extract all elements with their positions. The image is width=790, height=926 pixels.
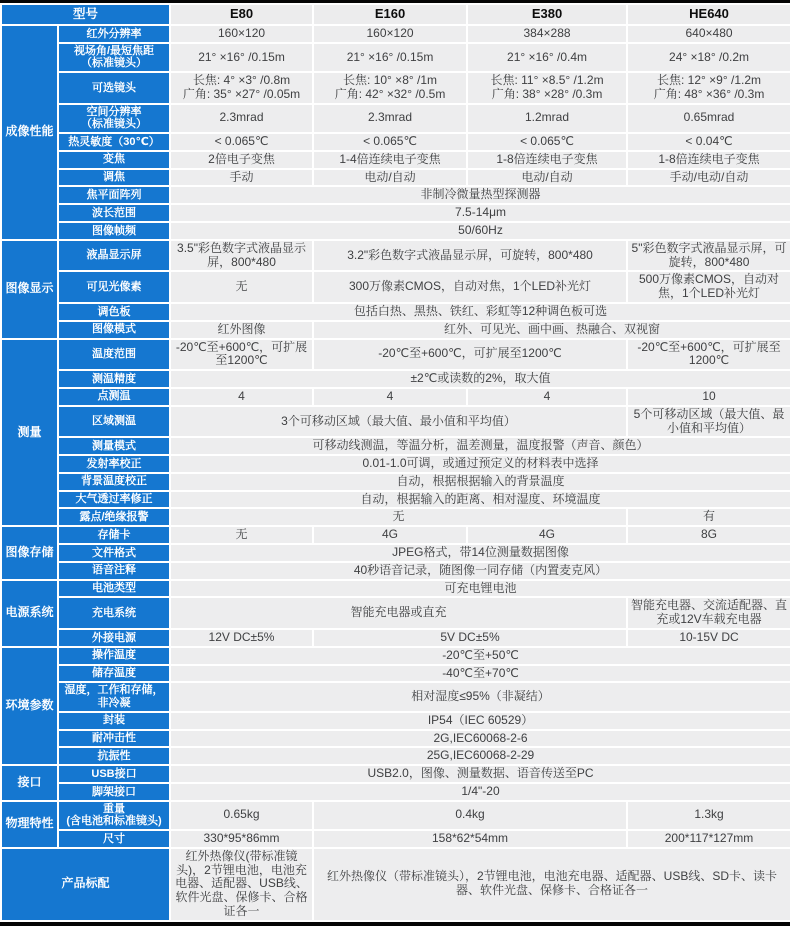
spec-value: 无 [170, 508, 627, 526]
spec-value: 无 [170, 271, 313, 303]
spec-row [1, 580, 790, 598]
row-label: 露点/绝缘报警 [58, 508, 170, 526]
row-label: 充电系统 [58, 597, 170, 629]
spec-row [1, 222, 790, 240]
row-label: 语音注释 [58, 562, 170, 580]
spec-value: 智能充电器、交流适配器、直充或12V车载充电器 [627, 597, 790, 629]
model-name-e80: E80 [170, 4, 313, 25]
spec-value: 1.3kg [627, 801, 790, 830]
spec-value: 长焦: 11° ×8.5° /1.2m 广角: 38° ×28° /0.3m [467, 72, 627, 104]
spec-value: 25G,IEC60068-2-29 [170, 747, 790, 765]
spec-value: 手动 [170, 169, 313, 187]
spec-value: < 0.065℃ [467, 133, 627, 151]
spec-value: 1-4倍连续电子变焦 [313, 151, 467, 169]
spec-row [1, 339, 790, 371]
group-label: 测量 [1, 339, 58, 527]
spec-value: 300万像素CMOS，自动对焦，1个LED补光灯 [313, 271, 627, 303]
row-label: 电池类型 [58, 580, 170, 598]
spec-row [1, 133, 790, 151]
row-label: 文件格式 [58, 544, 170, 562]
row-label: 重量 (含电池和标准镜头) [58, 801, 170, 830]
group-label: 产品标配 [1, 848, 170, 921]
spec-value: 1/4"-20 [170, 783, 790, 801]
spec-row [1, 104, 790, 133]
row-label: USB接口 [58, 765, 170, 783]
spec-value: 非制冷微量热型探测器 [170, 186, 790, 204]
spec-row [1, 151, 790, 169]
spec-row [1, 682, 790, 711]
row-label: 焦平面阵列 [58, 186, 170, 204]
spec-value: 3.5"彩色数字式液晶显示屏，800*480 [170, 240, 313, 272]
spec-value: 5V DC±5% [313, 629, 627, 647]
spec-value: 1.2mrad [467, 104, 627, 133]
spec-value: 相对湿度≤95%（非凝结） [170, 682, 790, 711]
spec-value: < 0.04℃ [627, 133, 790, 151]
spec-row [1, 388, 790, 406]
spec-row [1, 747, 790, 765]
spec-value: 2.3mrad [313, 104, 467, 133]
row-label: 图像帧频 [58, 222, 170, 240]
spec-value: 电动/自动 [313, 169, 467, 187]
spec-row [1, 830, 790, 848]
group-label: 接口 [1, 765, 58, 801]
spec-row [1, 508, 790, 526]
spec-value: 红外热像仪（带标准镜头），2节锂电池，电池充电器、适配器、USB线、SD卡、读卡器、软件光盘、保修卡、合格证各一 [313, 848, 790, 921]
spec-row [1, 801, 790, 830]
spec-value: 长焦: 10° ×8° /1m 广角: 42° ×32° /0.5m [313, 72, 467, 104]
spec-value: -40℃至+70℃ [170, 665, 790, 683]
spec-row [1, 240, 790, 272]
spec-value: 3.2"彩色数字式液晶显示屏，可旋转，800*480 [313, 240, 627, 272]
spec-table [0, 3, 790, 922]
row-label: 可见光像素 [58, 271, 170, 303]
spec-row [1, 783, 790, 801]
spec-value: 50/60Hz [170, 222, 790, 240]
group-label: 成像性能 [1, 25, 58, 240]
spec-row [1, 765, 790, 783]
spec-value: 0.01-1.0可调，或通过预定义的材料表中选择 [170, 455, 790, 473]
spec-value: 24° ×18° /0.2m [627, 43, 790, 72]
spec-row [1, 544, 790, 562]
spec-value: 4 [313, 388, 467, 406]
model-name-e160: E160 [313, 4, 467, 25]
spec-value: IP54（IEC 60529） [170, 712, 790, 730]
row-label: 红外分辨率 [58, 25, 170, 43]
spec-value: 3个可移动区域（最大值、最小值和平均值） [170, 406, 627, 438]
spec-row [1, 473, 790, 491]
row-label: 封装 [58, 712, 170, 730]
spec-value: 158*62*54mm [313, 830, 627, 848]
spec-value: 4G [313, 526, 467, 544]
spec-value: -20℃至+600℃，可扩展至1200℃ [170, 339, 313, 371]
spec-value: 10-15V DC [627, 629, 790, 647]
spec-value: 1-8倍连续电子变焦 [627, 151, 790, 169]
spec-row [1, 370, 790, 388]
spec-row [1, 491, 790, 509]
row-label: 点测温 [58, 388, 170, 406]
model-header-row [1, 4, 790, 25]
spec-value: 可移动线测温，等温分析，温差测量，温度报警（声音、颜色） [170, 437, 790, 455]
spec-row [1, 321, 790, 339]
spec-row [1, 186, 790, 204]
row-label: 视场角/最短焦距 （标准镜头） [58, 43, 170, 72]
row-label: 测量模式 [58, 437, 170, 455]
spec-value: 电动/自动 [467, 169, 627, 187]
row-label: 调焦 [58, 169, 170, 187]
spec-value: 2.3mrad [170, 104, 313, 133]
spec-value: 7.5-14μm [170, 204, 790, 222]
row-label: 空间分辨率 （标准镜头） [58, 104, 170, 133]
row-label: 大气透过率修正 [58, 491, 170, 509]
spec-row [1, 406, 790, 438]
group-label: 物理特性 [1, 801, 58, 848]
spec-row [1, 204, 790, 222]
spec-row [1, 25, 790, 43]
spec-value: 160×120 [313, 25, 467, 43]
spec-row [1, 647, 790, 665]
spec-value: 8G [627, 526, 790, 544]
spec-value: ±2℃或读数的2%，取大值 [170, 370, 790, 388]
spec-value: 自动，根据根据输入的背景温度 [170, 473, 790, 491]
spec-value: 长焦: 4° ×3° /0.8m 广角: 35° ×27° /0.05m [170, 72, 313, 104]
row-label: 尺寸 [58, 830, 170, 848]
spec-value: 有 [627, 508, 790, 526]
spec-value: 500万像素CMOS，自动对焦，1个LED补光灯 [627, 271, 790, 303]
spec-value: -20℃至+50℃ [170, 647, 790, 665]
spec-value: 12V DC±5% [170, 629, 313, 647]
spec-value: 10 [627, 388, 790, 406]
spec-value: 红外、可见光、画中画、热融合、双视窗 [313, 321, 790, 339]
spec-value: 2G,IEC60068-2-6 [170, 730, 790, 748]
model-name-he640: HE640 [627, 4, 790, 25]
spec-value: 4 [170, 388, 313, 406]
group-label: 图像显示 [1, 240, 58, 339]
spec-row [1, 526, 790, 544]
row-label: 变焦 [58, 151, 170, 169]
spec-value: JPEG格式，带14位测量数据图像 [170, 544, 790, 562]
spec-value: 长焦: 12° ×9° /1.2m 广角: 48° ×36° /0.3m [627, 72, 790, 104]
row-label: 温度范围 [58, 339, 170, 371]
row-label: 液晶显示屏 [58, 240, 170, 272]
spec-value: 无 [170, 526, 313, 544]
spec-value: -20℃至+600℃，可扩展至1200℃ [313, 339, 627, 371]
spec-value: 330*95*86mm [170, 830, 313, 848]
row-label: 热灵敏度（30℃） [58, 133, 170, 151]
row-label: 抗振性 [58, 747, 170, 765]
spec-value: < 0.065℃ [170, 133, 313, 151]
spec-value: 200*117*127mm [627, 830, 790, 848]
row-label: 储存温度 [58, 665, 170, 683]
spec-row [1, 43, 790, 72]
spec-row [1, 72, 790, 104]
spec-row [1, 562, 790, 580]
spec-value: 40秒语音记录，随图像一同存储（内置麦克风） [170, 562, 790, 580]
spec-row [1, 629, 790, 647]
spec-value: 红外热像仪(带标准镜头)，2节锂电池，电池充电器、适配器、USB线、软件光盘、保修卡、合格证各一 [170, 848, 313, 921]
row-label: 调色板 [58, 303, 170, 321]
spec-value: 21° ×16° /0.15m [313, 43, 467, 72]
row-label: 操作温度 [58, 647, 170, 665]
spec-value: 4 [467, 388, 627, 406]
spec-row [1, 169, 790, 187]
row-label: 存储卡 [58, 526, 170, 544]
spec-value: 384×288 [467, 25, 627, 43]
row-label: 背景温度校正 [58, 473, 170, 491]
spec-value: 4G [467, 526, 627, 544]
row-label: 湿度，工作和存储， 非冷凝 [58, 682, 170, 711]
spec-row [1, 597, 790, 629]
spec-value: 160×120 [170, 25, 313, 43]
spec-row [1, 271, 790, 303]
spec-value: 红外图像 [170, 321, 313, 339]
spec-value: 0.4kg [313, 801, 627, 830]
spec-row [1, 455, 790, 473]
row-label: 发射率校正 [58, 455, 170, 473]
spec-value: 包括白热、黑热、铁红、彩虹等12种调色板可选 [170, 303, 790, 321]
spec-value: USB2.0，图像、测量数据、语音传送至PC [170, 765, 790, 783]
row-label: 波长范围 [58, 204, 170, 222]
spec-value: 0.65kg [170, 801, 313, 830]
spec-value: 21° ×16° /0.15m [170, 43, 313, 72]
spec-value: 1-8倍连续电子变焦 [467, 151, 627, 169]
spec-value: 5个可移动区域（最大值、最小值和平均值） [627, 406, 790, 438]
spec-row [1, 730, 790, 748]
model-name-e380: E380 [467, 4, 627, 25]
group-label: 环境参数 [1, 647, 58, 765]
spec-value: 640×480 [627, 25, 790, 43]
spec-table-body [1, 25, 790, 921]
spec-row [1, 665, 790, 683]
spec-value: 2倍电子变焦 [170, 151, 313, 169]
row-label: 外接电源 [58, 629, 170, 647]
spec-value: < 0.065℃ [313, 133, 467, 151]
row-label: 可选镜头 [58, 72, 170, 104]
spec-value: 21° ×16° /0.4m [467, 43, 627, 72]
row-label: 图像模式 [58, 321, 170, 339]
spec-value: 手动/电动/自动 [627, 169, 790, 187]
row-label: 脚架接口 [58, 783, 170, 801]
spec-row [1, 848, 790, 921]
spec-row [1, 712, 790, 730]
spec-value: 可充电锂电池 [170, 580, 790, 598]
row-label: 测温精度 [58, 370, 170, 388]
spec-row [1, 437, 790, 455]
model-corner-label: 型号 [1, 4, 170, 25]
spec-value: 智能充电器或直充 [170, 597, 627, 629]
spec-value: -20℃至+600℃，可扩展至1200℃ [627, 339, 790, 371]
spec-row [1, 303, 790, 321]
row-label: 区域测温 [58, 406, 170, 438]
spec-value: 自动，根据输入的距离、相对湿度、环境温度 [170, 491, 790, 509]
spec-value: 5"彩色数字式液晶显示屏，可旋转，800*480 [627, 240, 790, 272]
group-label: 图像存储 [1, 526, 58, 579]
spec-value: 0.65mrad [627, 104, 790, 133]
row-label: 耐冲击性 [58, 730, 170, 748]
group-label: 电源系统 [1, 580, 58, 647]
